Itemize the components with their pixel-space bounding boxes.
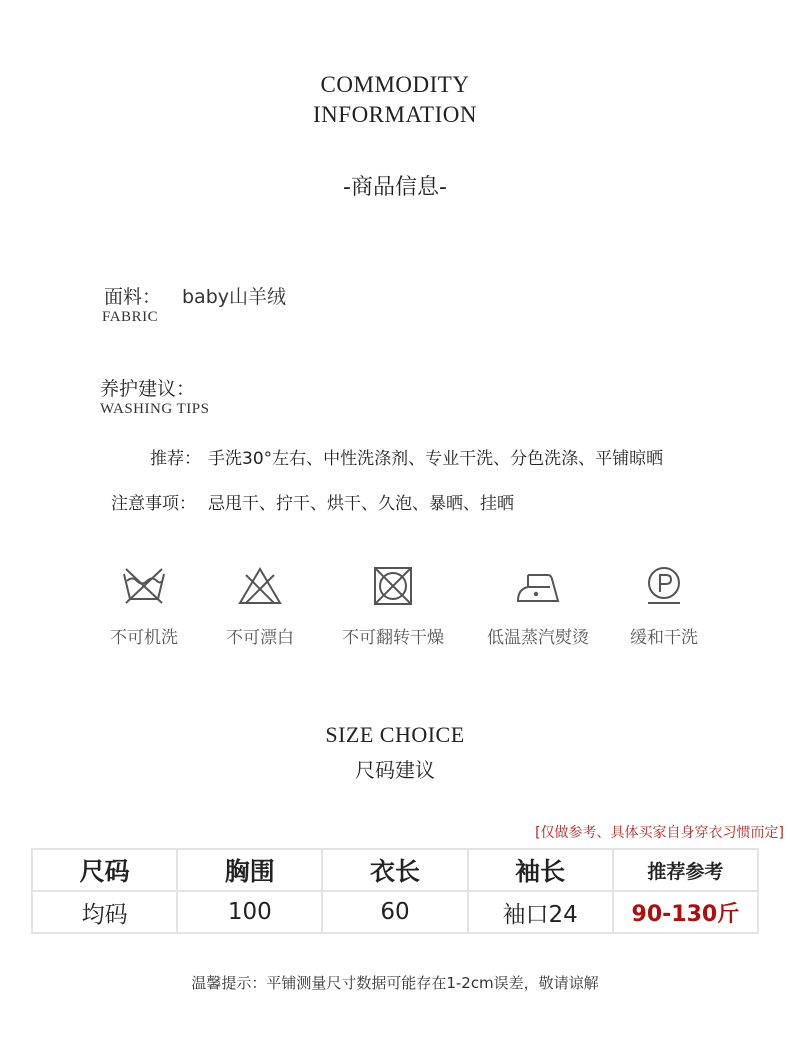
fabric-label: 面料： xyxy=(104,286,162,308)
recommend-text: 手洗30°左右、中性洗涤剂、专业干洗、分色洗涤、平铺晾晒 xyxy=(208,449,664,469)
header-length: 衣长 xyxy=(322,849,467,891)
care-item-no-bleach xyxy=(200,565,320,648)
cell-chest: 100 xyxy=(177,891,322,933)
caution-text: 忌甩干、拧干、烘干、久泡、暴晒、挂晒 xyxy=(208,494,514,514)
care-label: 不可机洗 xyxy=(110,628,178,648)
care-label: 不可漂白 xyxy=(226,628,294,648)
warm-tip: 温馨提示：平铺测量尺寸数据可能存在1-2cm误差，敬请谅解 xyxy=(191,974,599,992)
size-table xyxy=(31,848,759,934)
header-chest: 胸围 xyxy=(177,849,322,891)
cell-size: 均码 xyxy=(32,891,177,933)
cell-sleeve: 袖口24 xyxy=(468,891,613,933)
care-label: 低温蒸汽熨烫 xyxy=(487,628,589,648)
care-item-gentle-dry-clean xyxy=(604,565,724,648)
low-temp-steam-iron-icon xyxy=(514,565,562,607)
header-recommend: 推荐参考 xyxy=(613,849,758,891)
cell-length: 60 xyxy=(322,891,467,933)
size-note: [仅做参考、具体买家自身穿衣习惯而定] xyxy=(535,825,784,841)
no-bleach-icon xyxy=(236,565,284,607)
no-machine-wash-icon xyxy=(120,565,168,607)
cell-recommend: 90-130斤 xyxy=(613,891,758,933)
care-item-no-tumble-dry xyxy=(333,565,453,648)
washing-label: 养护建议： xyxy=(100,378,196,400)
care-label: 不可翻转干燥 xyxy=(342,628,444,648)
table-header-row xyxy=(32,849,758,891)
table-row xyxy=(32,891,758,933)
gentle-dry-clean-icon xyxy=(640,565,688,607)
caution-label: 注意事项： xyxy=(111,494,196,514)
care-label: 缓和干洗 xyxy=(630,628,698,648)
size-title-en: SIZE CHOICE xyxy=(325,722,465,747)
recommend-label: 推荐： xyxy=(150,449,201,469)
page-title-cn: -商品信息- xyxy=(343,175,447,200)
care-item-low-temp-steam-iron xyxy=(478,565,598,648)
size-title-cn: 尺码建议 xyxy=(355,758,435,782)
header-size: 尺码 xyxy=(32,849,177,891)
no-tumble-dry-icon xyxy=(369,565,417,607)
fabric-label-en: FABRIC xyxy=(102,309,159,325)
header-sleeve: 袖长 xyxy=(468,849,613,891)
washing-label-en: WASHING TIPS xyxy=(100,401,210,417)
fabric-value: baby山羊绒 xyxy=(182,286,287,308)
title-en-line1: COMMODITY xyxy=(320,72,470,97)
title-en-line2: INFORMATION xyxy=(313,102,477,127)
care-item-no-machine-wash xyxy=(84,565,204,648)
